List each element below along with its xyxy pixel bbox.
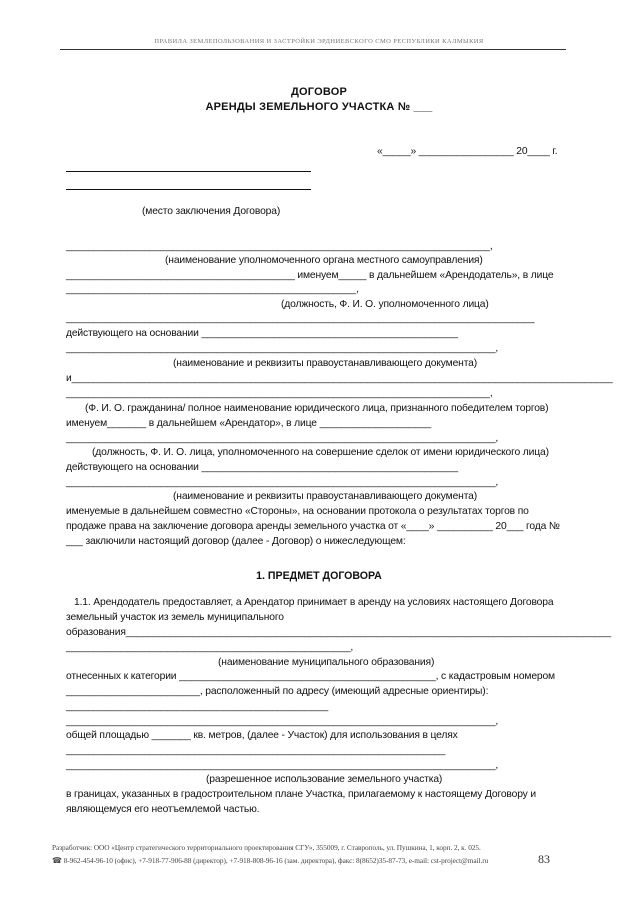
caption: (наименование уполномоченного органа местного самоуправления) <box>165 255 483 266</box>
header-rule <box>60 49 566 50</box>
blank-line: ___________________________________________________, <box>66 642 354 653</box>
text-line: в границах, указанных в градостроительном плане Участка, прилагаемому к настоящему Договору и <box>66 789 536 800</box>
place-caption: (место заключения Договора) <box>142 206 281 217</box>
text-line: ________________________, расположенный по адресу (имеющий адресные ориентиры): <box>66 686 489 697</box>
text-line: общей площадью _______ кв. метров, (далее - Участок) для использования в целях <box>66 730 458 741</box>
caption: (должность, Ф. И. О. лица, уполномоченного на совершение сделок от имени юридического лица) <box>92 447 549 458</box>
phone-icon: ☎ <box>52 856 62 865</box>
caption: (Ф. И. О. гражданина/ полное наименование юридического лица, признанного победителем торгов) <box>85 403 549 414</box>
clause-text: 1.1. Арендодатель предоставляет, а Арендатор принимает в аренду на условиях настоящего Договора <box>74 597 554 608</box>
text-line: именуемые в дальнейшем совместно «Стороны», на основании протокола о результатах торгов по <box>66 506 529 517</box>
blank-line: ____________________________________________________________________________________ <box>66 313 535 324</box>
blank-line: _____________________________________________________________________________, <box>66 343 499 354</box>
running-header: ПРАВИЛА ЗЕМЛЕПОЛЬЗОВАНИЯ И ЗАСТРОЙКИ ЭРДНИЕВСКОГО СМО РЕСПУБЛИКИ КАЛМЫКИЯ <box>154 38 484 45</box>
text-line: отнесенных к категории ______________________________________________, с кадастровым номером <box>66 671 555 682</box>
text-line: ___ заключили настоящий договор (далее - Договор) о нижеследующем: <box>66 536 406 547</box>
blank-line: ____________________________________________________________________ <box>66 745 446 756</box>
text-line: действующего на основании ______________________________________________ <box>66 462 458 473</box>
blank-line: _____________________________________________________________________________, <box>66 477 499 488</box>
caption: (должность, Ф. И. О. уполномоченного лица) <box>281 299 489 310</box>
caption: (разрешенное использование земельного участка) <box>206 774 443 785</box>
clause-text: земельный участок из земель муниципального <box>66 612 284 623</box>
footer-phones: 8-962-454-96-10 (офис), +7-918-77-906-88 (директор), +7-918-808-96-16 (зам. директора), факс: 8(8652)35-87-73, e-mail: cst-project@mail.ru <box>63 856 489 865</box>
place-blank-line-1 <box>66 171 311 172</box>
text-line: и_________________________________________________________________________________________________ <box>66 373 613 384</box>
caption: (наименование муниципального образования) <box>218 657 435 668</box>
page-number: 83 <box>538 852 550 866</box>
text-line: _________________________________________ именуем_____ в дальнейшем «Арендодатель», в лице <box>66 270 554 281</box>
caption: (наименование и реквизиты правоустанавливающего документа) <box>173 491 478 502</box>
caption: (наименование и реквизиты правоустанавливающего документа) <box>173 358 478 369</box>
date-line: «_____» _________________ 20____ г. <box>377 146 558 157</box>
place-blank-line-2 <box>66 189 311 190</box>
blank-line: ____________________________________________________________________________, <box>66 241 493 252</box>
text-line: действующего на основании ______________________________________________ <box>66 328 458 339</box>
text-line: являющемуся его неотъемлемой частью. <box>66 804 260 815</box>
text-line: именуем_______ в дальнейшем «Арендатор», в лице ____________________ <box>66 418 432 429</box>
blank-line: ____________________________________________________, <box>66 284 359 295</box>
footer-contacts <box>52 856 488 865</box>
contract-subtitle: АРЕНДЫ ЗЕМЕЛЬНОГО УЧАСТКА № ___ <box>205 101 433 113</box>
blank-line: _____________________________________________________________________________, <box>66 760 499 771</box>
blank-line: _____________________________________________________________________________, <box>66 433 499 444</box>
contract-title: ДОГОВОР <box>290 86 347 98</box>
text-line: продаже права на заключение договора аренды земельного участка от «____» __________ 20___ года № <box>66 521 560 532</box>
section-heading: 1. ПРЕДМЕТ ДОГОВОРА <box>256 570 382 582</box>
footer-developer: Разработчик: ООО «Центр стратегического территориального проектирования СГУ», 355009, г. Ставрополь, ул. Пушкина, 1, корп. 2, к. 025. <box>52 843 481 852</box>
blank-line: ____________________________________________________________________________, <box>66 388 493 399</box>
text-line: образования_______________________________________________________________________________________ <box>66 627 611 638</box>
blank-line: _____________________________________________________________________________, <box>66 716 499 727</box>
blank-line: _______________________________________________ <box>66 701 329 712</box>
